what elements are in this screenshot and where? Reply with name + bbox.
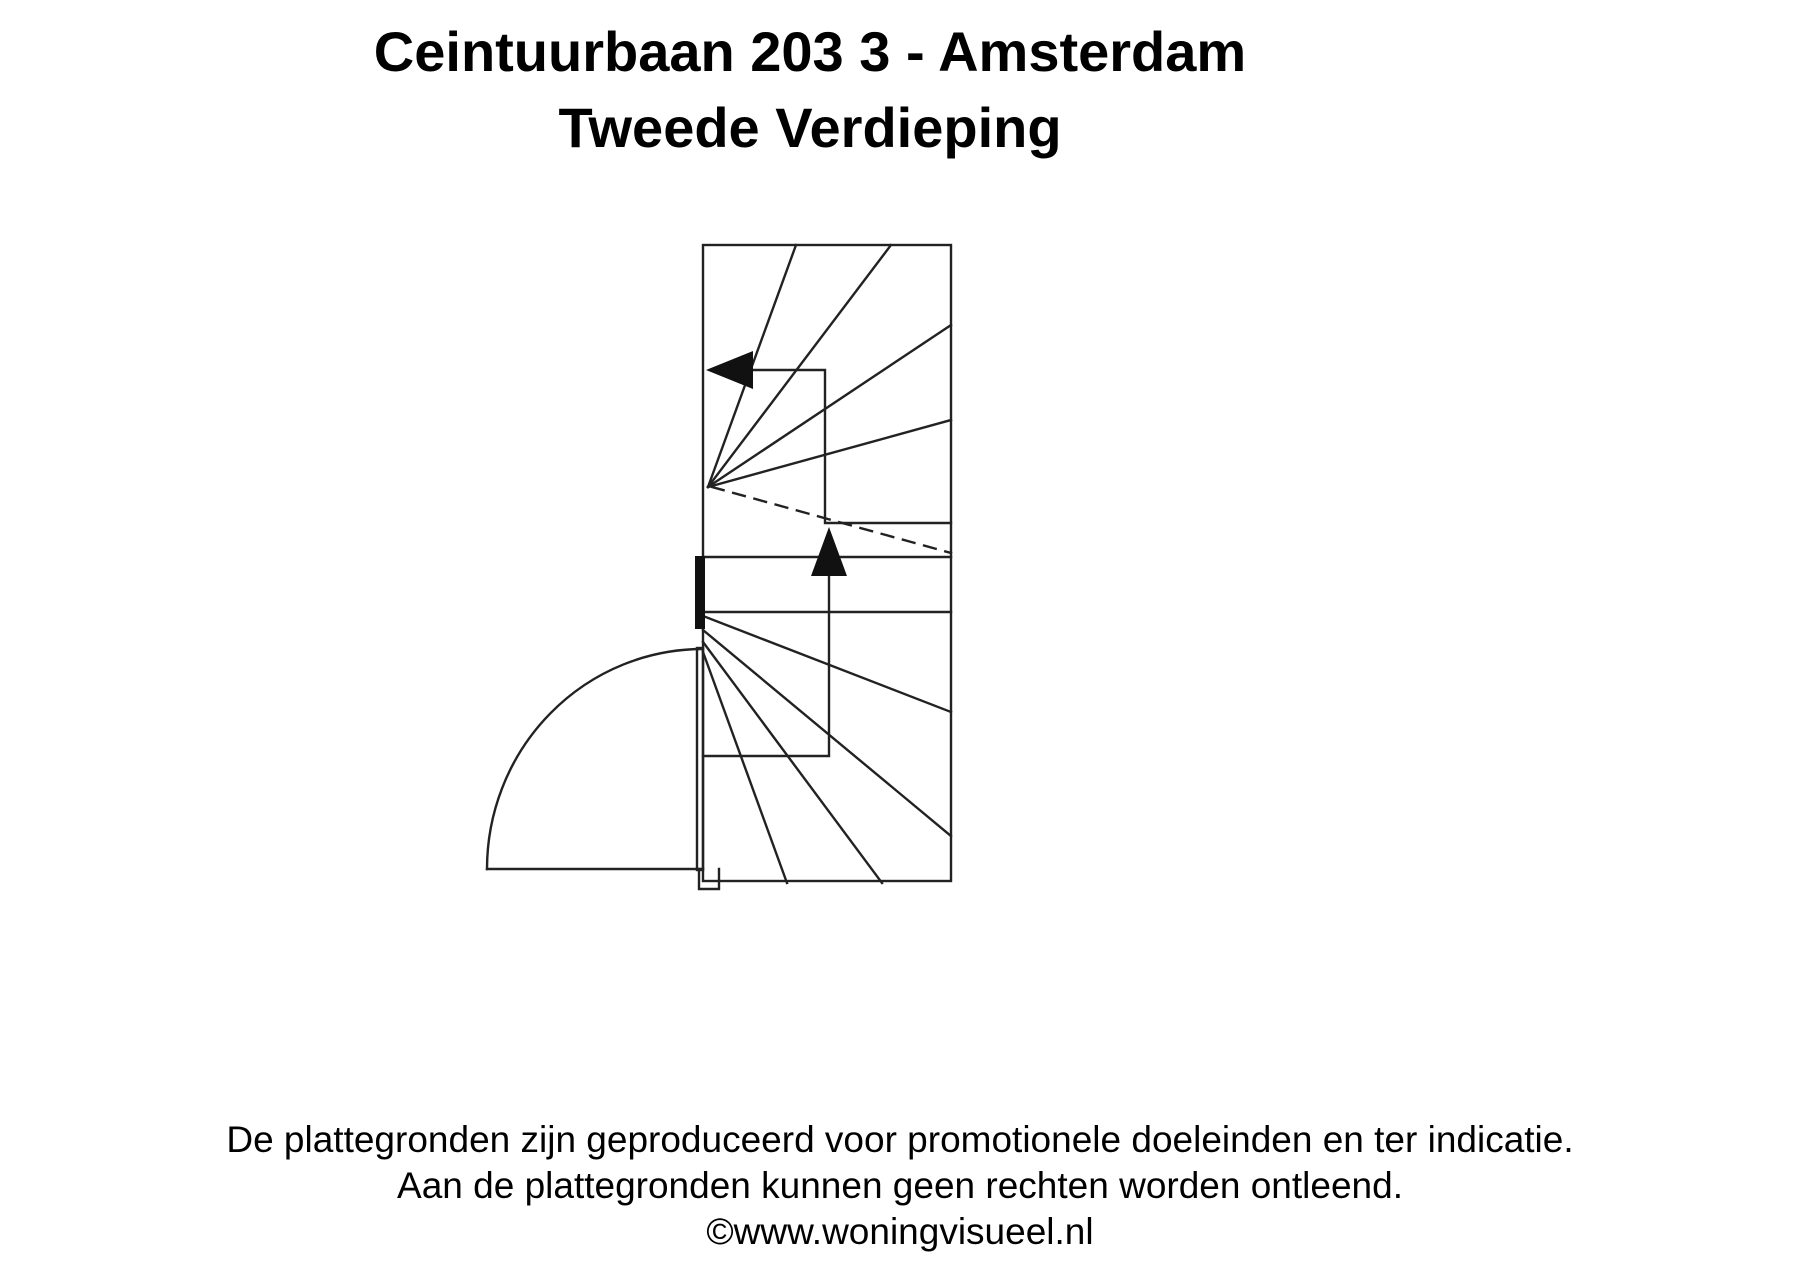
copyright-line: ©www.woningvisueel.nl [706,1211,1094,1252]
stair-treads-lower [703,616,951,883]
arrow-up-marker [811,527,847,576]
arrow-left-marker [706,351,753,389]
door [487,648,719,889]
wall-post [695,556,705,629]
address-title: Ceintuurbaan 203 3 - Amsterdam [373,20,1247,83]
floor-title: Tweede Verdieping [558,96,1062,159]
disclaimer [0,1117,1800,1255]
disclaimer-line-2: Aan de plattegronden kunnen geen rechten worden ontleend. [397,1165,1403,1206]
disclaimer-line-1: De plattegronden zijn geproduceerd voor promotionele doeleinden en ter indicatie. [226,1119,1574,1160]
